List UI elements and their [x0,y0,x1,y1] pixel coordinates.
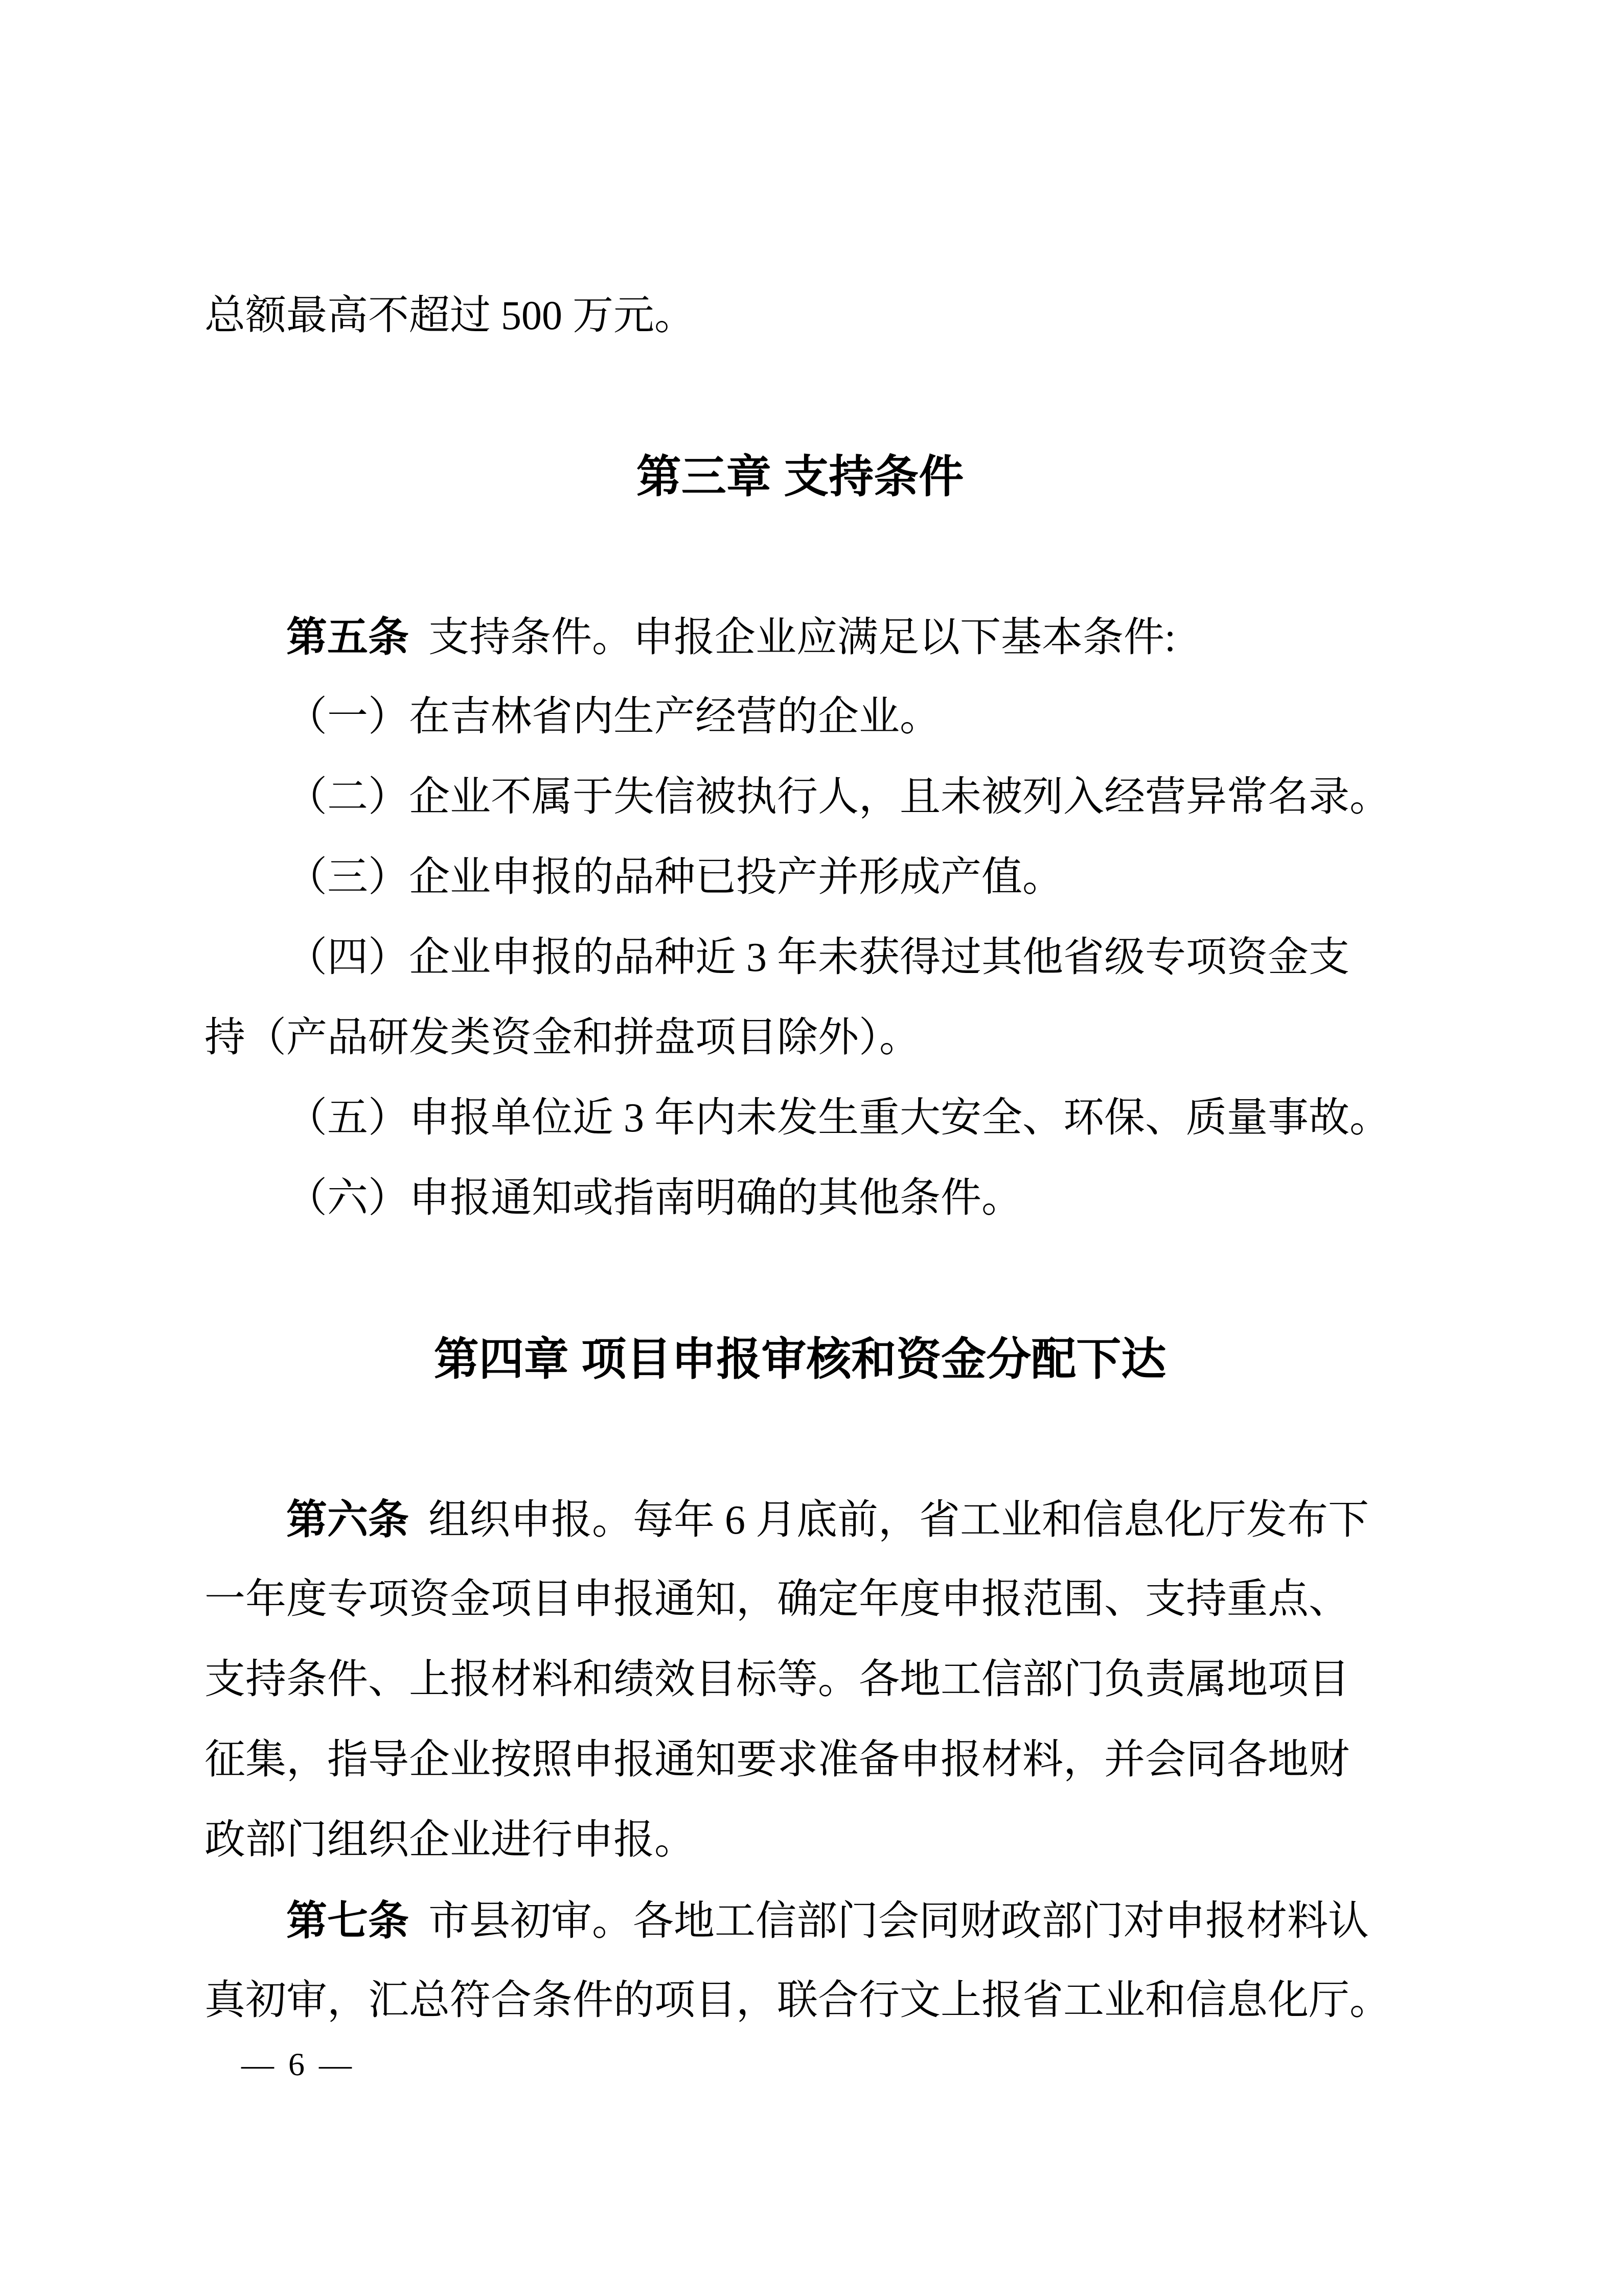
line-text: 一年度专项资金项目申报通知，确定年度申报范围、支持重点、 [204,1577,1349,1622]
chapter-title-text: 第三章 支持条件 [636,451,964,502]
blank-line [204,1239,1396,1319]
blank-line [204,517,1396,597]
line-text: （一）在吉林省内生产经营的企业。 [286,694,941,739]
text-line [204,1881,1396,1961]
line-text: 市县初审。各地工信部门会同财政部门对申报材料认 [428,1899,1369,1944]
line-text: 总额最高不超过 500 万元。 [204,293,695,338]
line-text: 政部门组织企业进行申报。 [204,1818,695,1863]
line-text: 组织申报。每年 6 月底前，省工业和信息化厅发布下 [428,1498,1369,1543]
line-text: 支持条件、上报材料和绩效目标等。各地工信部门负责属地项目 [204,1657,1349,1702]
line-text: 支持条件。申报企业应满足以下基本条件: [428,615,1176,660]
line-text: （六）申报通知或指南明确的其他条件。 [286,1176,1022,1221]
text-line [204,1720,1396,1800]
text-line [204,276,1396,356]
text-line [204,918,1396,998]
chapter-title-text: 第四章 项目申报审核和资金分配下达 [433,1334,1166,1384]
line-text: （四）企业申报的品种近 3 年未获得过其他省级专项资金支 [286,935,1349,980]
line-text: 持（产品研发类资金和拼盘项目除外）。 [204,1015,920,1060]
line-text: （五）申报单位近 3 年内未发生重大安全、环保、质量事故。 [286,1096,1390,1141]
text-line [204,838,1396,918]
line-text: 真初审，汇总符合条件的项目，联合行文上报省工业和信息化厅。 [204,1978,1390,2023]
text-line [204,1961,1396,2041]
text-line [204,1479,1396,1560]
text-line [204,1800,1396,1881]
line-text: （三）企业申报的品种已投产并形成产值。 [286,855,1063,900]
blank-line [204,1399,1396,1479]
text-line [204,1158,1396,1239]
chapter-heading [204,436,1396,517]
article-label: 第六条 [286,1497,409,1542]
chapter-heading [204,1319,1396,1399]
text-line [204,677,1396,757]
text-line [204,1640,1396,1720]
blank-line [204,356,1396,436]
document-body [204,276,1396,2041]
text-line [204,597,1396,677]
text-line [204,1078,1396,1158]
page-number: — 6 — [241,2046,355,2082]
line-text: 征集，指导企业按照申报通知要求准备申报材料，并会同各地财 [204,1737,1349,1782]
article-label: 第七条 [286,1898,409,1943]
text-line [204,1560,1396,1640]
text-line [204,757,1396,838]
text-line [204,998,1396,1078]
line-text: （二）企业不属于失信被执行人，且未被列入经营异常名录。 [286,775,1390,820]
article-label: 第五条 [286,614,409,660]
